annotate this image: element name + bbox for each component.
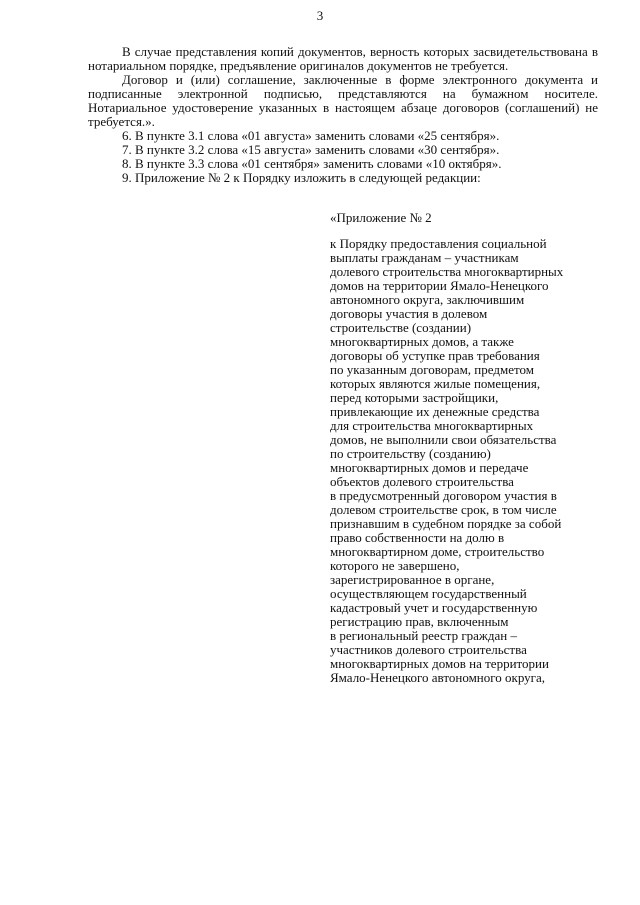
appendix-line: осуществляющем государственный — [330, 586, 527, 601]
appendix-line: выплаты гражданам – участникам — [330, 250, 519, 265]
appendix-line: многоквартирных домов и передаче — [330, 460, 529, 475]
appendix-line: многоквартирных домов, а также — [330, 334, 514, 349]
appendix-line: Ямало-Ненецкого автономного округа, — [330, 670, 546, 685]
appendix-line: домов, не выполнили свои обязательства — [330, 432, 557, 447]
appendix-line: зарегистрированное в органе, — [330, 572, 495, 587]
appendix-line: которого не завершено, — [330, 558, 460, 573]
appendix-line: строительстве (создании) — [330, 320, 472, 335]
appendix-line: перед которыми застройщики, — [330, 390, 499, 405]
appendix-line: по указанным договорам, предметом — [330, 362, 534, 377]
appendix-line: договоры участия в долевом — [330, 306, 488, 321]
paragraph-copies-notarized: В случае представления копий документов, верность которых засвидетельствована в нотариальном порядке, предъявление оригиналов документов не требуется. — [88, 44, 598, 73]
amendment-item-9: 9. Приложение № 2 к Порядку изложить в следующей редакции: — [122, 170, 481, 185]
appendix-title: «Приложение № 2 — [330, 210, 432, 225]
amendment-item-8: 8. В пункте 3.3 слова «01 сентября» заменить словами «10 октября». — [122, 156, 502, 171]
appendix-line: многоквартирном доме, строительство — [330, 544, 545, 559]
appendix-line: кадастровый учет и государственную — [330, 600, 538, 615]
amendment-item-6: 6. В пункте 3.1 слова «01 августа» заменить словами «25 сентября». — [122, 128, 500, 143]
appendix-line: которых являются жилые помещения, — [330, 376, 541, 391]
page-number: 3 — [316, 8, 324, 23]
appendix-line: право собственности на долю в — [330, 530, 505, 545]
appendix-line: по строительству (созданию) — [330, 446, 491, 461]
appendix-line: в предусмотренный договором участия в — [330, 488, 557, 503]
appendix-line: автономного округа, заключившим — [330, 292, 525, 307]
appendix-line: регистрацию прав, включенным — [330, 614, 509, 629]
appendix-heading-block — [330, 237, 605, 685]
appendix-line: долевого строительства многоквартирных — [330, 264, 564, 279]
appendix-line: для строительства многоквартирных — [330, 418, 534, 433]
appendix-line: многоквартирных домов на территории — [330, 656, 549, 671]
appendix-line: договоры об уступке прав требования — [330, 348, 540, 363]
appendix-line: признавшим в судебном порядке за собой — [330, 516, 562, 531]
appendix-line: в региональный реестр граждан – — [330, 628, 518, 643]
appendix-line: домов на территории Ямало-Ненецкого — [330, 278, 549, 293]
appendix-line: к Порядку предоставления социальной — [330, 236, 547, 251]
appendix-line: участников долевого строительства — [330, 642, 527, 657]
appendix-line: долевом строительстве срок, в том числе — [330, 502, 557, 517]
amendment-item-7: 7. В пункте 3.2 слова «15 августа» заменить словами «30 сентября». — [122, 142, 500, 157]
document-body — [88, 45, 598, 185]
paragraph-electronic-contract: Договор и (или) соглашение, заключенные в форме электронного документа и подписанные электронной подписью, представляются на бумажном носителе. Нотариальное удостоверение указанных в настоящем абзаце договоров (соглашений) не требуется.». — [88, 72, 598, 129]
appendix-line: привлекающие их денежные средства — [330, 404, 540, 419]
appendix-line: объектов долевого строительства — [330, 474, 514, 489]
